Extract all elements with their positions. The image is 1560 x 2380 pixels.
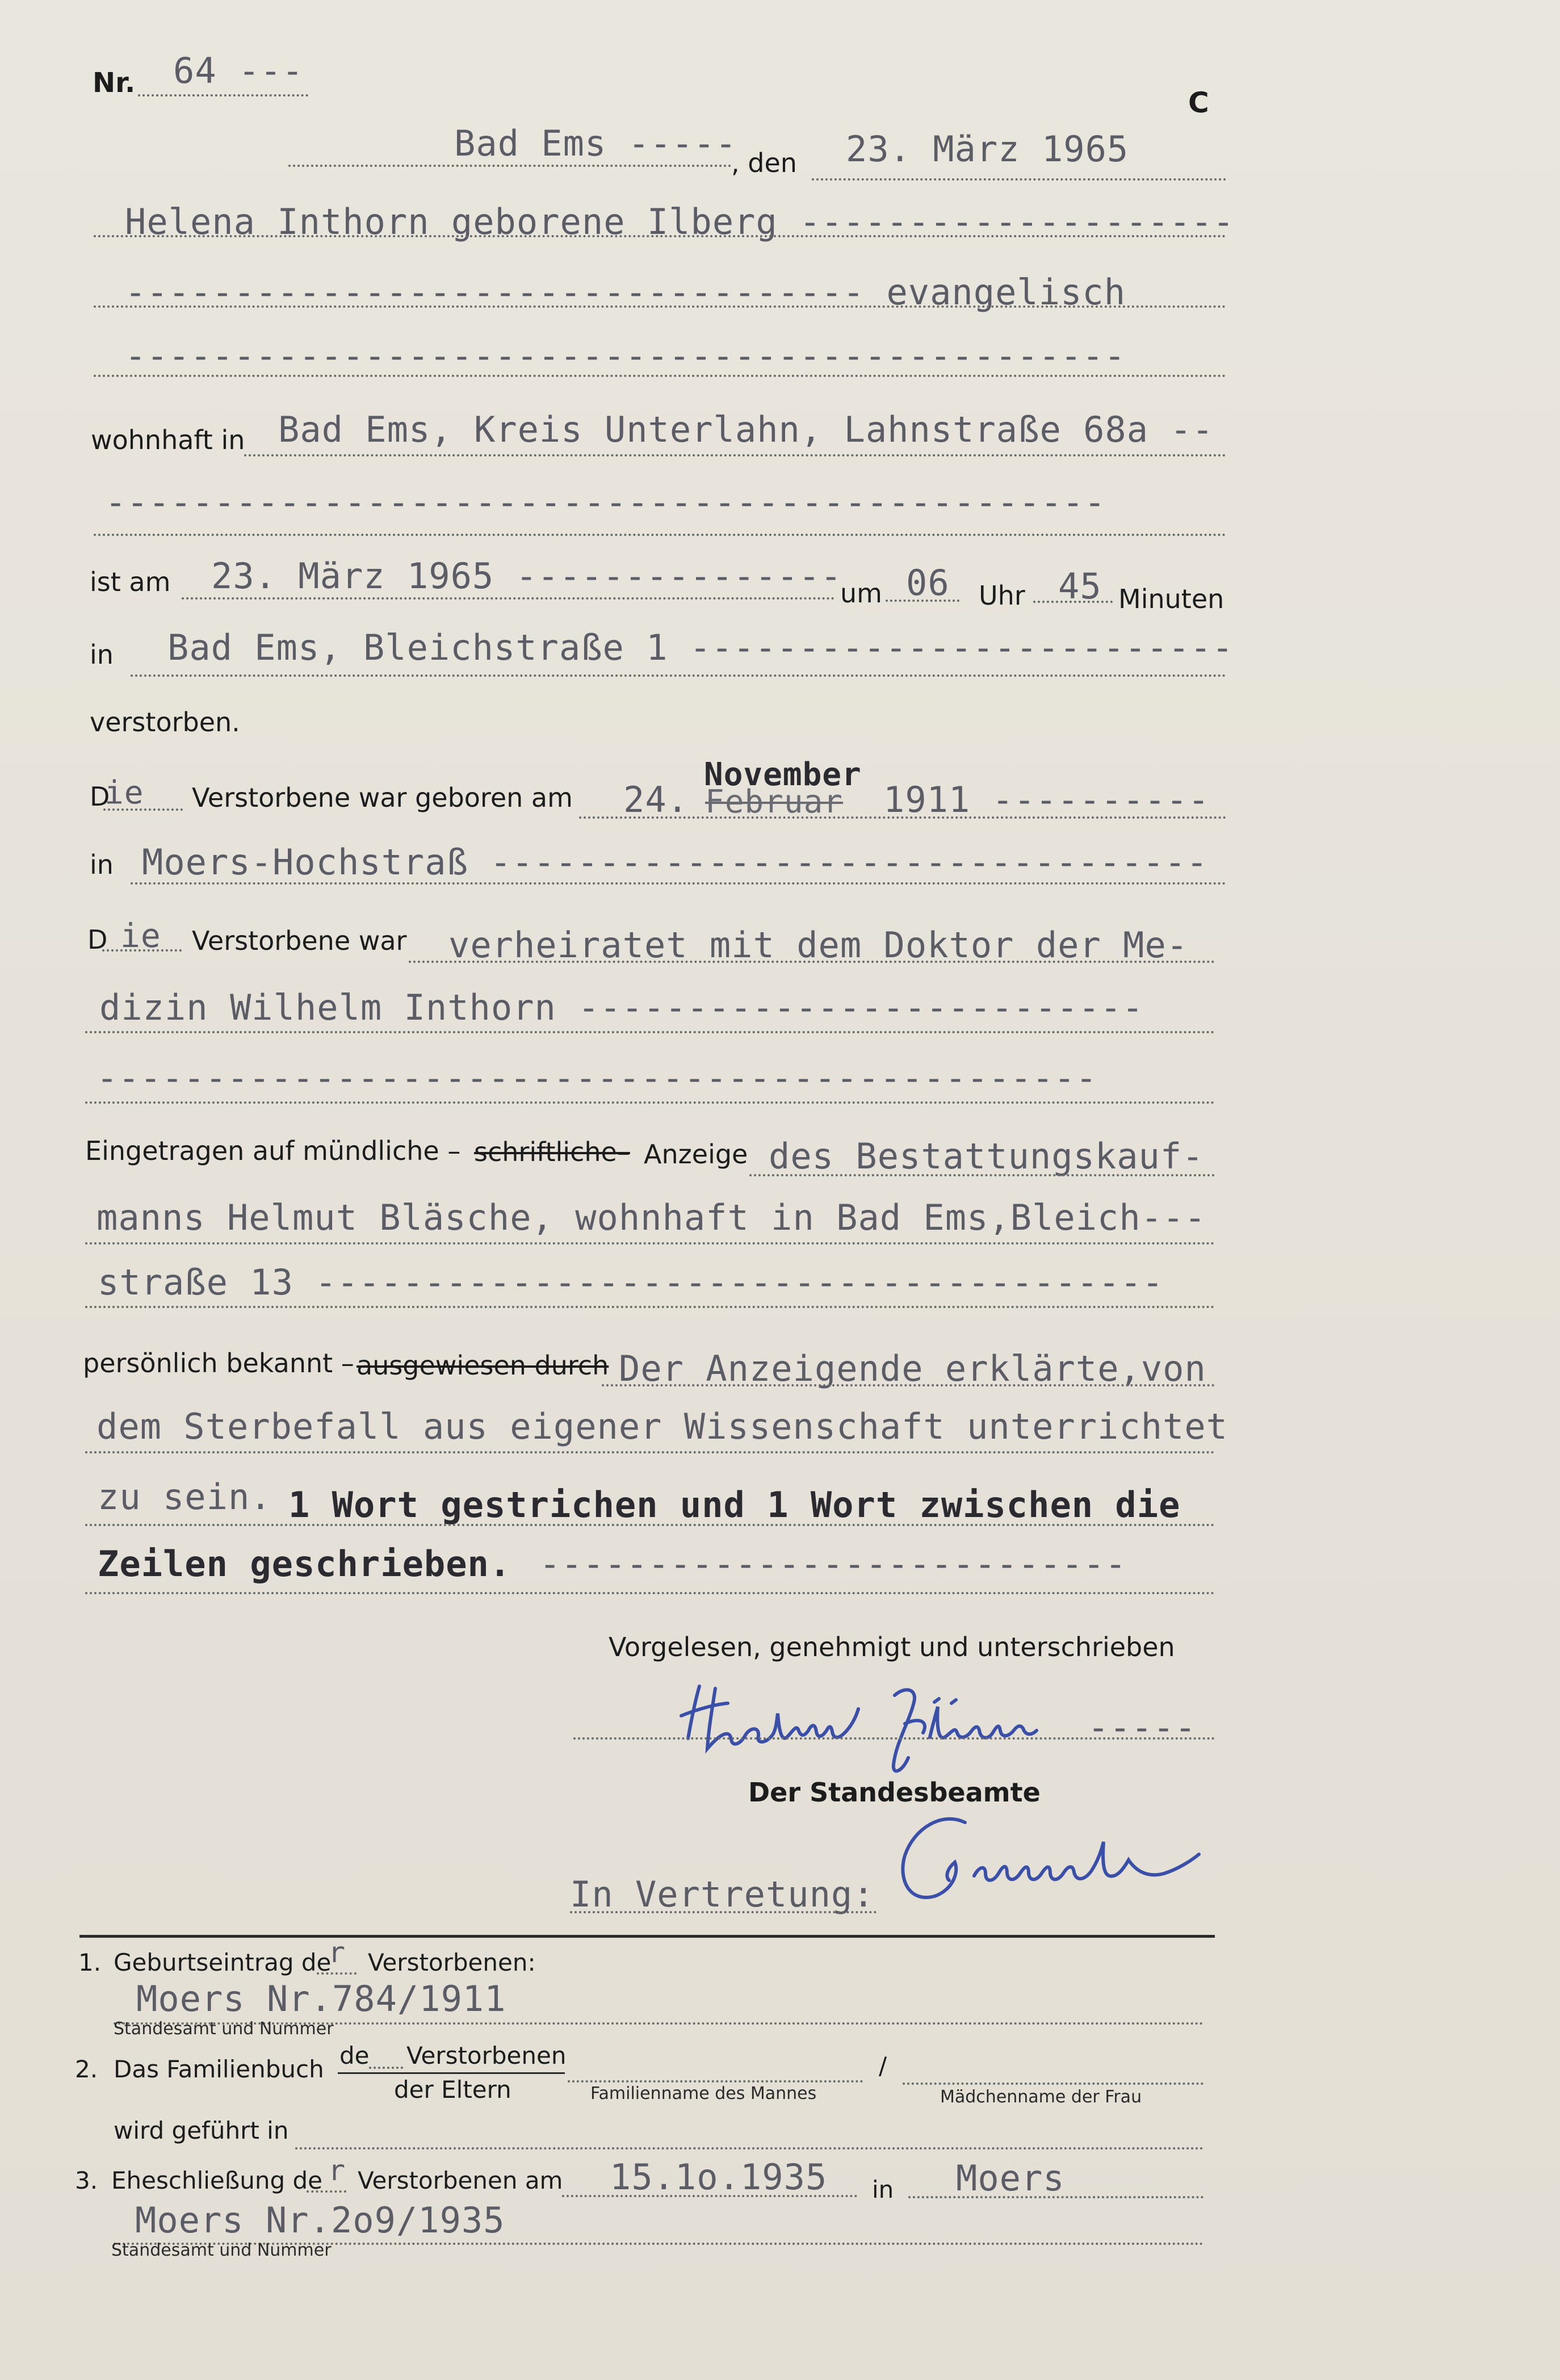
uhr-label: Uhr [979, 580, 1025, 611]
identity-label-start: persönlich bekannt – [83, 1348, 354, 1378]
birth-d-dotted-line [103, 808, 183, 811]
marital-d-dotted-line [102, 949, 182, 952]
substitute-dotted-line [570, 1911, 877, 1913]
registration-date: 23. März 1965 [846, 128, 1129, 170]
registration-dotted-line-2 [85, 1242, 1215, 1245]
identity-line-3-light: zu sein. [98, 1476, 272, 1518]
item2-upper-dotted-line [369, 2067, 403, 2069]
item3-r: r [328, 2154, 346, 2187]
identity-dotted-line-4 [85, 1592, 1215, 1594]
den-label: , den [731, 148, 797, 178]
identity-dotted-line-2 [85, 1451, 1215, 1453]
identity-dotted-line-3 [85, 1524, 1215, 1526]
marital-dotted-line-2 [85, 1031, 1215, 1033]
item3-date: 15.1o.1935 [610, 2156, 828, 2198]
place-dotted-line [288, 165, 731, 167]
registration-label-end: Anzeige [644, 1139, 748, 1170]
marital-label: Verstorbene war [192, 925, 407, 956]
date-dotted-line [812, 178, 1226, 181]
person-dotted-line [94, 375, 1226, 377]
item1-number: 1. [78, 1949, 102, 1976]
item2-upper-a: de [339, 2042, 370, 2069]
registration-line-3: straße 13 --------------------------------------- [98, 1262, 1164, 1303]
death-date-label: ist am [90, 567, 171, 597]
item3-r-dotted-line [307, 2190, 346, 2193]
item3-number: 3. [75, 2167, 98, 2194]
identity-line-2: dem Sterbefall aus eigener Wissenschaft unterrichtet [97, 1406, 1228, 1447]
item3-in-label: in [872, 2176, 894, 2203]
signature-dotted-line [573, 1737, 1215, 1740]
item2-kept-label: wird geführt in [114, 2117, 289, 2144]
item3-label-a: Eheschließung de [111, 2167, 322, 2194]
birth-place: Moers-Hochstraß --------------------------------- [142, 841, 1209, 883]
identity-line-4-dark: Zeilen geschrieben. [98, 1543, 511, 1585]
signature-registrant [676, 1669, 1073, 1783]
birth-label: Verstorbene war geboren am [192, 782, 573, 813]
deceased-name: Helena Inthorn geborene Ilberg -------------------- [125, 201, 1235, 242]
marital-dotted-line-3 [85, 1101, 1215, 1104]
identity-dotted-line-1 [602, 1384, 1215, 1386]
residence-line-2: ---------------------------------------------- [105, 481, 1106, 523]
birth-place-label: in [90, 849, 114, 880]
marital-line-3: ---------------------------------------------- [97, 1057, 1098, 1099]
item3-date-dotted-line [562, 2195, 857, 2197]
item2-wife-dotted-line [903, 2082, 1203, 2085]
registration-label-struck: schriftliche– [474, 1137, 630, 1167]
death-date-dotted-line [182, 597, 834, 600]
item3-caption: Standesamt und Nummer [111, 2240, 332, 2260]
item3-label-b: Verstorbenen am [358, 2167, 563, 2194]
nr-label: Nr. [93, 67, 136, 99]
birth-place-dotted-line [131, 882, 1226, 885]
residence-line-1: Bad Ems, Kreis Unterlahn, Lahnstraße 68a -- [278, 409, 1214, 450]
um-label: um [840, 578, 882, 609]
registration-dotted-line-3 [85, 1306, 1215, 1308]
birth-month-struck: Februar [705, 783, 844, 820]
deceased-religion: ---------------------------------- evangelisch [125, 271, 1126, 313]
registration-label-start: Eingetragen auf mündliche – [85, 1135, 461, 1166]
death-place: Bad Ems, Bleichstraße 1 ------------------------- [167, 627, 1234, 668]
nr-value: 64 --- [173, 50, 304, 91]
marital-line-1: verheiratet mit dem Doktor der Me- [448, 924, 1189, 966]
residence-label: wohnhaft in [91, 425, 245, 455]
official-label: Der Standesbeamte [748, 1777, 1041, 1808]
signature-substitute [886, 1805, 1209, 1919]
marital-line-2: dizin Wilhelm Inthorn -------------------------- [99, 987, 1144, 1028]
registration-line-1: des Bestattungskauf- [769, 1135, 1204, 1177]
birth-month-inserted: November [704, 756, 862, 793]
death-place-dotted-line [131, 674, 1226, 677]
birth-d-suffix: ie [104, 774, 144, 811]
hour-dotted-line [886, 600, 959, 602]
item2-caption-wife: Mädchenname der Frau [940, 2087, 1142, 2107]
death-minutes: 45 [1058, 565, 1102, 607]
item1-label-a: Geburtseintrag de [114, 1949, 332, 1976]
read-approved-label: Vorgelesen, genehmigt und unterschrieben [609, 1632, 1175, 1662]
death-date: 23. März 1965 --------------- [211, 555, 842, 597]
birth-year: 1911 ---------- [883, 779, 1210, 820]
item2-number: 2. [75, 2055, 98, 2083]
residence-dotted-line-1 [244, 454, 1226, 456]
item2-upper-b: Verstorbenen [406, 2042, 567, 2069]
identity-line-4-light: --------------------------- [539, 1543, 1127, 1585]
person-blank-line: ---------------------------------------------- [125, 335, 1126, 376]
substitute-label: In Vertretung: [570, 1874, 875, 1915]
item1-value: Moers Nr.784/1911 [136, 1978, 506, 2019]
item3-place: Moers [956, 2157, 1065, 2199]
birth-d-prefix: D [90, 781, 110, 812]
registration-place: Bad Ems ----- [454, 123, 737, 164]
item2-caption-husband: Familienname des Mannes [590, 2084, 817, 2104]
nr-dotted-line [138, 94, 308, 97]
item1-caption: Standesamt und Nummer [114, 2019, 334, 2039]
item1-r: r [328, 1936, 346, 1969]
identity-line-3-dark: 1 Wort gestrichen und 1 Wort zwischen die [288, 1484, 1181, 1526]
death-hour: 06 [906, 562, 950, 604]
name-dotted-line [94, 235, 1226, 237]
item3-place-dotted-line [908, 2196, 1203, 2198]
religion-dotted-line [94, 305, 1226, 308]
signature-trailing-dashes: ----- [1088, 1707, 1197, 1748]
registration-line-2: manns Helmut Bläsche, wohnhaft in Bad Ems,Bleich--- [97, 1197, 1206, 1238]
item2-fraction-rule [338, 2072, 565, 2074]
item2-kept-dotted-line [295, 2147, 1203, 2149]
birth-day: 24. [623, 779, 689, 820]
item3-value: Moers Nr.2o9/1935 [135, 2199, 505, 2241]
registration-dotted-line-1 [749, 1174, 1215, 1176]
verstorben-label: verstorben. [90, 707, 240, 738]
residence-dotted-line-2 [94, 534, 1226, 536]
item2-lower: der Eltern [394, 2076, 511, 2104]
identity-line-1: Der Anzeigende erklärte,von [619, 1348, 1206, 1389]
minutes-dotted-line [1033, 601, 1113, 603]
item1-r-dotted-line [317, 1972, 357, 1975]
item1-label-b: Verstorbenen: [368, 1949, 536, 1976]
birth-date-dotted-line [579, 816, 1226, 819]
marital-dotted-line-1 [409, 961, 1215, 963]
item2-slash: / [879, 2052, 887, 2080]
marital-d-suffix: ie [120, 916, 161, 955]
death-place-label: in [90, 639, 114, 670]
identity-label-struck: ausgewiesen durch [357, 1350, 609, 1381]
minuten-label: Minuten [1118, 584, 1224, 614]
marital-d-prefix: D [87, 924, 108, 955]
footer-separator [79, 1935, 1215, 1938]
item2-husband-dotted-line [568, 2080, 863, 2082]
item2-label: Das Familienbuch [114, 2055, 324, 2083]
corner-letter: C [1188, 86, 1209, 119]
